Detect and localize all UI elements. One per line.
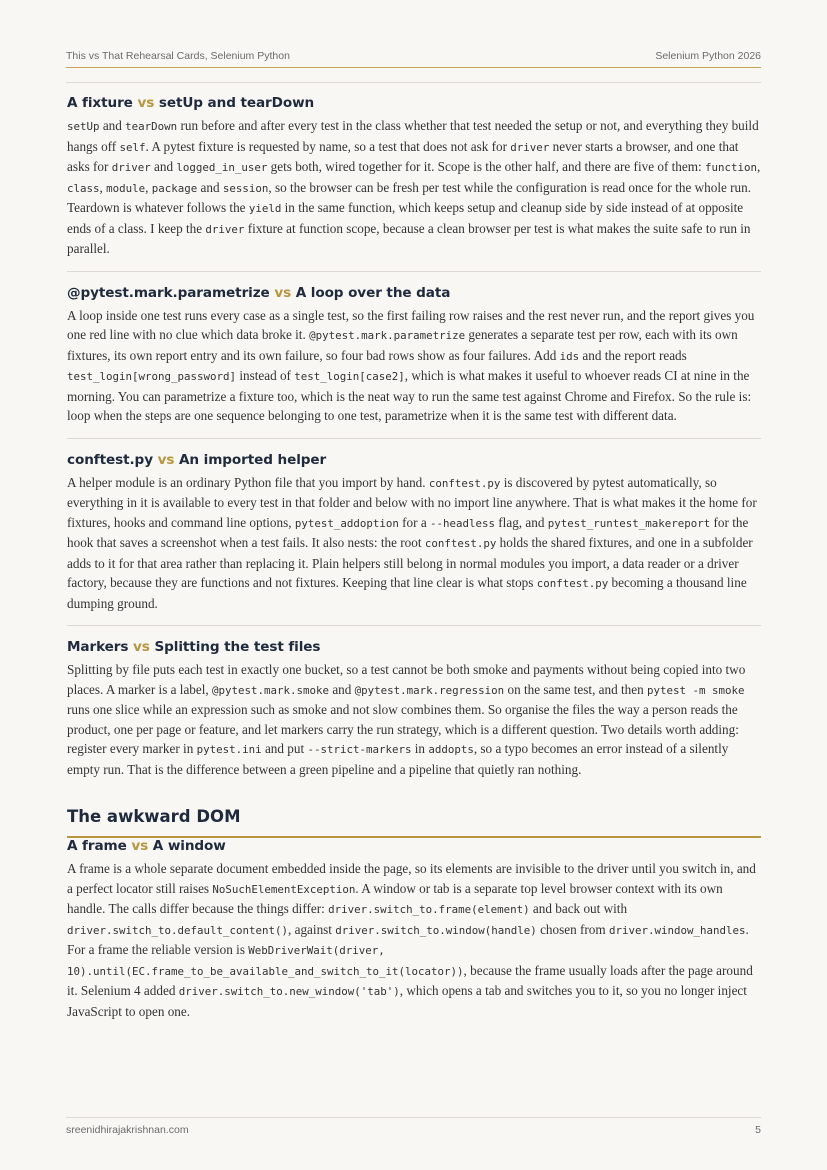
card-title xyxy=(67,838,761,854)
body-text: A helper module is an ordinary Python file that you import by hand. xyxy=(67,474,429,490)
body-text: instead of xyxy=(236,368,295,383)
card-title-right: A loop over the data xyxy=(295,284,451,301)
inline-code: driver.switch_to.new_window('tab') xyxy=(178,985,400,998)
body-text: in xyxy=(411,741,429,756)
body-text: fixture at function scope, because a clean browser per test is what makes the suite safe to run in parallel. xyxy=(67,220,751,256)
inline-code: pytest_runtest_makereport xyxy=(547,516,711,530)
card-title-right: Splitting the test files xyxy=(154,639,321,655)
card-title-right: A window xyxy=(152,838,226,854)
inline-code: @pytest.mark.parametrize xyxy=(309,329,466,342)
body-text: in the same function, which keeps setup and cleanup side by side instead of at opposite ends of a class. I keep the xyxy=(67,200,744,236)
dom-comparison-list xyxy=(67,838,761,1021)
inline-code: conftest.py xyxy=(424,537,497,550)
inline-code: ids xyxy=(559,349,580,363)
card-body xyxy=(67,859,761,1021)
card-title-left: Markers xyxy=(67,639,129,655)
running-header xyxy=(66,50,761,68)
inline-code: --strict-markers xyxy=(307,743,412,756)
body-text: and back out with xyxy=(529,901,628,916)
vs-label: vs xyxy=(137,95,155,111)
body-text: . A pytest fixture is requested by name, so a test that does not ask for xyxy=(145,138,511,154)
header-series: Selenium Python 2026 xyxy=(655,50,761,62)
body-text: and the report reads xyxy=(579,347,687,363)
inline-code: --headless xyxy=(429,516,495,530)
inline-code: setUp xyxy=(67,120,100,133)
body-text: on the same test, and then xyxy=(504,681,648,697)
body-text: . A window or tab is a separate top level browser context with its own handle. The calls differ because the things differ: xyxy=(67,880,723,916)
card-title-left: A fixture xyxy=(67,95,133,111)
body-text: A frame is a whole separate document embedded inside the page, so its elements are invisible to the driver until you switch in, and a perfect locator still raises xyxy=(67,861,756,896)
card-title xyxy=(67,285,761,301)
card-body xyxy=(67,473,761,614)
vs-label: vs xyxy=(131,838,149,854)
comparison-card xyxy=(67,285,761,439)
body-text: for the hook that saves a screenshot when a test fails. It also nests: the root xyxy=(67,514,749,550)
inline-code: module xyxy=(106,181,146,195)
inline-code: driver.window_handles xyxy=(608,923,746,937)
inline-code: function xyxy=(704,161,757,174)
card-body xyxy=(67,660,761,779)
card-body xyxy=(67,306,761,426)
body-text: . For a frame the reliable version is xyxy=(67,921,749,957)
header-title: This vs That Rehearsal Cards, Selenium Python xyxy=(66,50,290,62)
body-text: becoming a thousand line dumping ground. xyxy=(67,575,747,611)
inline-code: driver xyxy=(205,222,245,236)
page-content xyxy=(67,95,761,1021)
body-text: and xyxy=(150,159,177,174)
body-text: and xyxy=(99,118,126,133)
body-text: , so the browser can be fresh per test while the configuration is read once for the whole run. Teardown is whatever follows the xyxy=(67,179,752,215)
inline-code: package xyxy=(151,181,198,195)
body-text: A loop inside one test runs every case as a single test, so the first failing row raises and the rest never run, and the report gives you one red line with no clue which data broke it. xyxy=(67,307,755,342)
section-heading xyxy=(67,807,761,838)
body-text: chosen from xyxy=(536,921,609,937)
page-number: 5 xyxy=(755,1124,761,1136)
inline-code: driver.switch_to.default_content() xyxy=(67,923,289,937)
inline-code: tearDown xyxy=(125,120,178,133)
body-text: holds the shared fixtures, and one in a subfolder adds to it for that area rather than replacing it. Plain helpers still belong in normal modules you import, a data reader or a driver factory, because they are functions and not fixtures. Keeping that line clear is what stops xyxy=(67,535,753,590)
comparison-card xyxy=(67,95,761,272)
body-text: , which is what makes it useful to whoever reads CI at nine in the morning. You can parametrize a fixture too, which is the neat way to run the same test against Chrome and Firefox. So the rule is: loop when the steps are one sequence belonging to one test, parametrize when it is the same test with different data. xyxy=(67,368,752,423)
inline-code: @pytest.mark.regression xyxy=(354,683,505,697)
vs-label: vs xyxy=(157,451,175,468)
body-text: and xyxy=(197,179,223,195)
inline-code: test_login[wrong_password] xyxy=(67,370,237,383)
inline-code: conftest.py xyxy=(428,476,501,490)
comparison-list xyxy=(67,95,761,779)
inline-code: driver xyxy=(111,161,151,174)
card-title-left: @pytest.mark.parametrize xyxy=(67,284,270,301)
body-text: flag, and xyxy=(494,514,548,530)
body-text: runs one slice while an expression such as smoke and not slow combines them. So organise the files the way a person reads the product, one per page or feature, and let markers carry the run strategy, which is a different question. Two details worth adding: register every marker in xyxy=(67,702,739,756)
card-title-left: A frame xyxy=(67,838,127,854)
comparison-card xyxy=(67,838,761,1021)
inline-code: pytest -m smoke xyxy=(647,683,745,697)
card-title-right: setUp and tearDown xyxy=(158,95,315,111)
inline-code: self xyxy=(119,140,146,154)
body-text: for a xyxy=(398,514,430,530)
body-text: Splitting by file puts each test in exactly one bucket, so a test cannot be both smoke and payments without being copied into two places. A marker is a label, xyxy=(67,662,746,697)
card-body xyxy=(67,116,761,259)
body-text: , xyxy=(756,159,761,174)
vs-label: vs xyxy=(133,639,150,655)
vs-label: vs xyxy=(274,284,292,301)
body-text: and xyxy=(329,681,355,697)
body-text: run before and after every test in the class whether that test needed the setup or not, and everything they build hangs off xyxy=(67,118,759,154)
comparison-card xyxy=(67,639,761,779)
body-text: , which opens a tab and switches you to it, so you no longer inject JavaScript to open one. xyxy=(67,983,747,1019)
inline-code: driver xyxy=(510,140,550,154)
inline-code: addopts xyxy=(428,743,474,756)
body-text: , because the frame usually loads after the page around it. Selenium 4 added xyxy=(67,962,753,998)
inline-code: pytest_addoption xyxy=(294,516,399,530)
card-title-right: An imported helper xyxy=(179,451,327,468)
inline-code: pytest.ini xyxy=(196,743,262,756)
inline-code: logged_in_user xyxy=(176,161,268,174)
body-text: , xyxy=(145,179,152,195)
card-title xyxy=(67,639,761,655)
body-text: generates a separate test per row, each with its own fixtures, its own report entry and its own failure, so four bad rows show as four failures. Add xyxy=(67,327,738,363)
inline-code: @pytest.mark.smoke xyxy=(212,683,330,697)
footer-site: sreenidhirajakrishnan.com xyxy=(66,1124,189,1136)
body-text: , xyxy=(99,179,107,195)
body-text: , so a typo becomes an error instead of a silently empty run. That is the difference between a green pipeline and a pipeline that quietly ran nothing. xyxy=(67,741,729,777)
inline-code: NoSuchElementException xyxy=(212,882,356,896)
body-text: never starts a browser, and one that asks for xyxy=(67,138,739,174)
comparison-card xyxy=(67,452,761,627)
body-text: is discovered by pytest automatically, so everything in it is available to every test in that folder and below with no import line anywhere. That is what makes it the home for fixtures, hooks and command line options, xyxy=(67,474,757,530)
inline-code: class xyxy=(67,181,100,195)
inline-code: WebDriverWait(driver, 10).until(EC.frame_to_be_available_and_switch_to_it(locator)) xyxy=(67,944,464,978)
running-footer xyxy=(66,1117,761,1136)
section-title: The awkward DOM xyxy=(67,807,761,838)
inline-code: session xyxy=(222,181,269,195)
inline-code: test_login[case2] xyxy=(294,370,405,383)
body-text: and put xyxy=(261,741,308,756)
inline-code: driver.switch_to.frame(element) xyxy=(328,903,530,916)
card-title xyxy=(67,452,761,468)
card-title-left: conftest.py xyxy=(67,451,153,468)
body-text: gets both, wired together for it. Scope is the other half, and there are five of them: xyxy=(267,159,705,174)
inline-code: driver.switch_to.window(handle) xyxy=(335,923,537,937)
card-title xyxy=(67,95,761,111)
body-text: , against xyxy=(288,921,336,937)
inline-code: yield xyxy=(248,202,282,215)
top-divider xyxy=(66,82,761,83)
inline-code: conftest.py xyxy=(536,577,609,590)
